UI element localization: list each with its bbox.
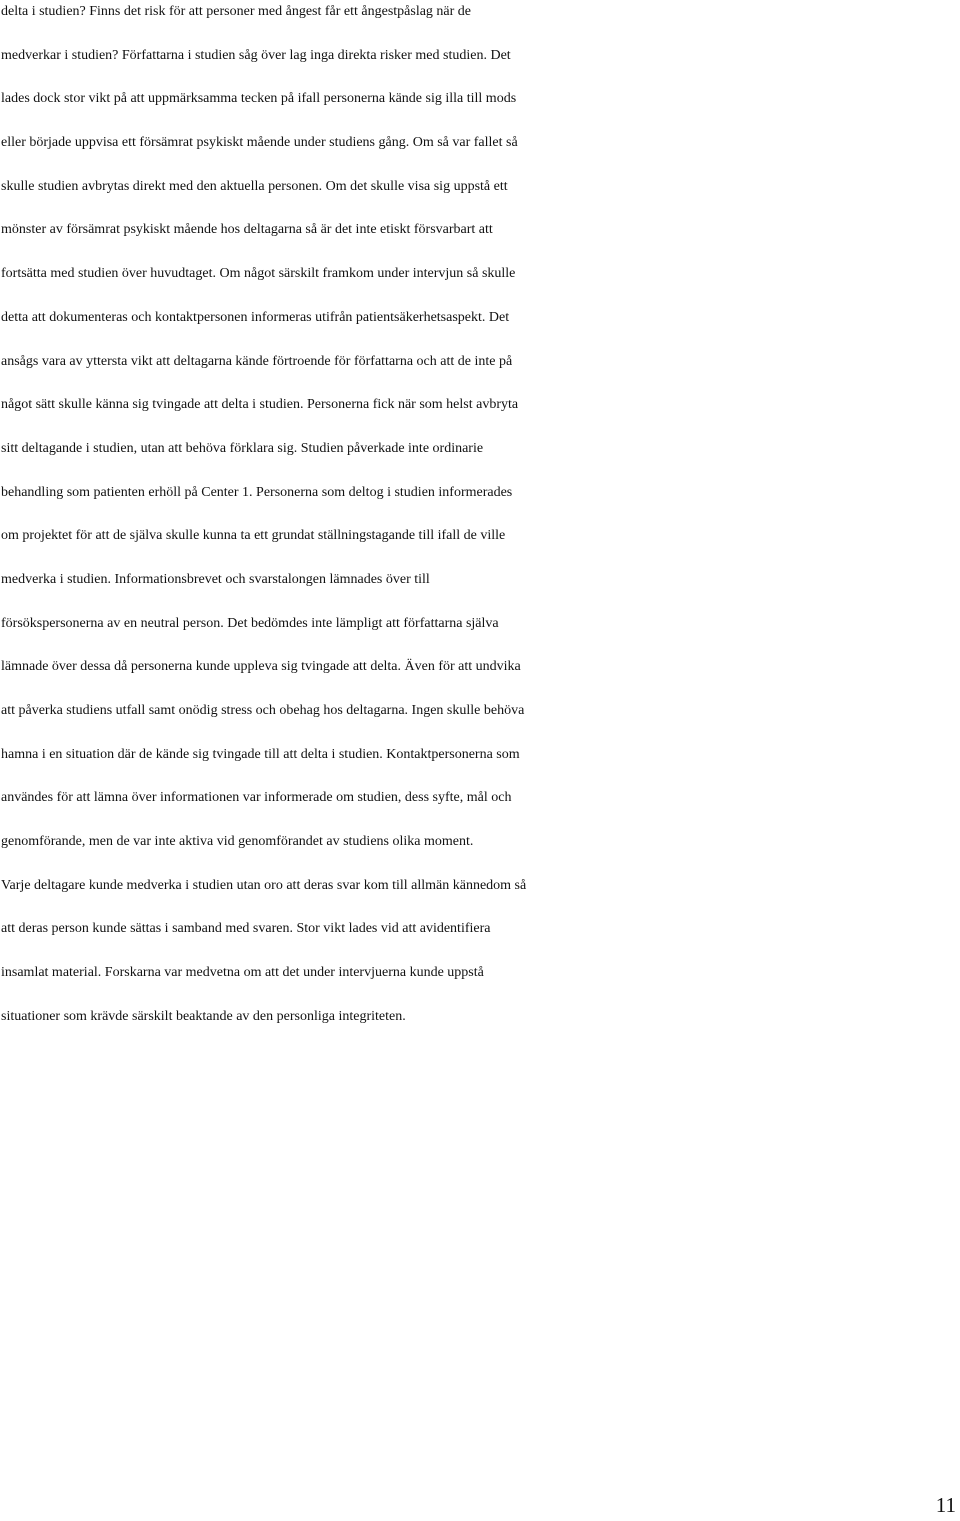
body-paragraph (1, 0, 959, 1039)
text-line: insamlat material. Forskarna var medvetna om att det under intervjuerna kunde uppstå (1, 965, 484, 981)
text-line: skulle studien avbrytas direkt med den aktuella personen. Om det skulle visa sig uppstå ett (1, 178, 508, 194)
text-line: lämnade över dessa då personerna kunde uppleva sig tvingade att delta. Även för att undvika (1, 659, 521, 675)
text-line: behandling som patienten erhöll på Center 1. Personerna som deltog i studien informerades (1, 484, 513, 500)
text-line: hamna i en situation där de kände sig tvingade till att delta i studien. Kontaktpersonerna som (1, 746, 520, 762)
text-line: delta i studien? Finns det risk för att personer med ångest får ett ångestpåslag när de (1, 4, 472, 19)
text-line: ansågs vara av yttersta vikt att deltagarna kände förtroende för författarna och att de inte på (1, 353, 513, 369)
text-line: sitt deltagande i studien, utan att behöva förklara sig. Studien påverkade inte ordinarie (1, 440, 484, 456)
text-line: mönster av försämrat psykiskt mående hos deltagarna så är det inte etiskt försvarbart att (1, 222, 493, 238)
text-line: om projektet för att de själva skulle kunna ta ett grundat ställningstagande till ifall de ville (1, 528, 506, 544)
text-line: medverka i studien. Informationsbrevet och svarstalongen lämnades över till (1, 571, 430, 587)
text-line: att påverka studiens utfall samt onödig stress och obehag hos deltagarna. Ingen skulle behöva (1, 703, 525, 718)
page-number: 11 (935, 1493, 956, 1517)
text-line: lades dock stor vikt på att uppmärksamma tecken på ifall personerna kände sig illa till mods (1, 91, 517, 107)
text-line: något sätt skulle känna sig tvingade att delta i studien. Personerna fick när som helst avbryta (1, 397, 519, 413)
text-line: fortsätta med studien över huvudtaget. Om något särskilt framkom under intervjun så skulle (1, 266, 516, 282)
text-line: användes för att lämna över informationen var informerade om studien, dess syfte, mål och (1, 790, 512, 806)
text-line: Varje deltagare kunde medverka i studien utan oro att deras svar kom till allmän kännedom så (1, 877, 527, 893)
text-line: situationer som krävde särskilt beaktande av den personliga integriteten. (1, 1008, 406, 1024)
text-line: genomförande, men de var inte aktiva vid genomförandet av studiens olika moment. (1, 834, 474, 850)
text-line: medverkar i studien? Författarna i studien såg över lag inga direkta risker med studien. Det (1, 47, 511, 63)
text-line: eller började uppvisa ett försämrat psykiskt mående under studiens gång. Om så var fallet så (1, 135, 518, 151)
text-line: detta att dokumenteras och kontaktpersonen informeras utifrån patientsäkerhetsaspekt. Det (1, 309, 510, 325)
text-line: att deras person kunde sättas i samband med svaren. Stor vikt lades vid att avidentifiera (1, 921, 491, 937)
text-line: försökspersonerna av en neutral person. Det bedömdes inte lämpligt att författarna själva (1, 615, 499, 631)
